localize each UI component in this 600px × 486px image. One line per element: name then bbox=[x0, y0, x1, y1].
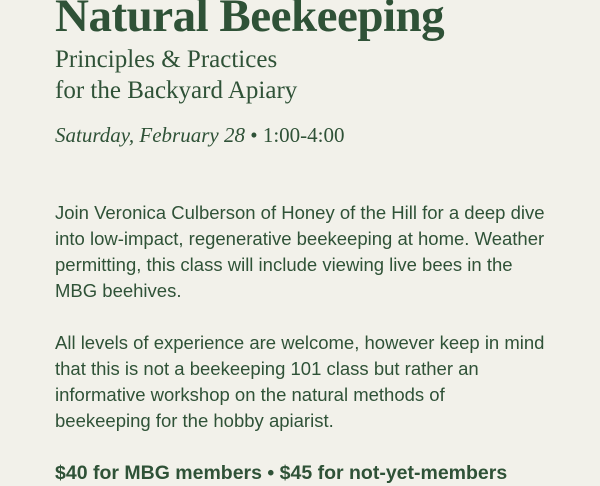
subtitle-line-2: for the Backyard Apiary bbox=[55, 77, 298, 104]
description-paragraph-2: All levels of experience are welcome, however keep in mind that this is not a beekeeping 101 class but rather an informative workshop on the natural methods of beekeeping for the hobby apiarist. bbox=[55, 332, 545, 431]
event-date: Saturday, February 28 bbox=[55, 123, 245, 147]
subtitle bbox=[55, 44, 545, 106]
description-block bbox=[55, 200, 545, 486]
pricing-line: $40 for MBG members • $45 for not-yet-members bbox=[55, 462, 508, 484]
event-time: 1:00-4:00 bbox=[262, 123, 345, 147]
event-datetime bbox=[55, 122, 545, 148]
page-title: Natural Beekeeping bbox=[55, 0, 445, 42]
datetime-separator: • bbox=[250, 123, 258, 147]
subtitle-line-1: Principles & Practices bbox=[55, 46, 278, 73]
description-paragraph-1: Join Veronica Culberson of Honey of the Hill for a deep dive into low-impact, regenerative beekeeping at home. Weather permitting, this class will include viewing live bees in the MBG beehives. bbox=[55, 202, 545, 301]
